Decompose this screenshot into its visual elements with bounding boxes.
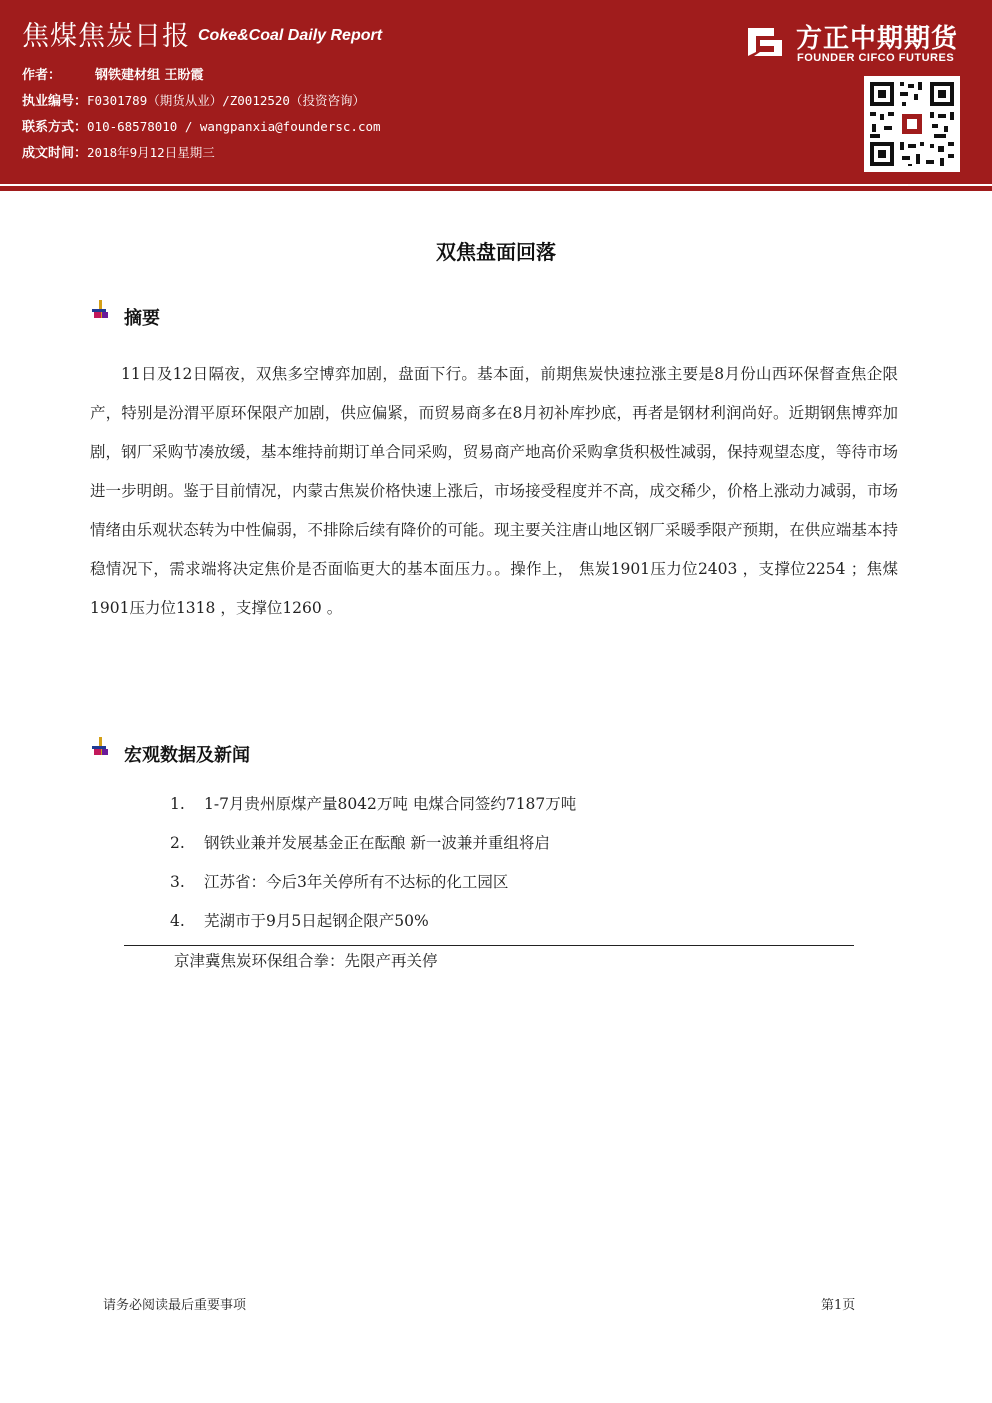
- logo-text-cn: 方正中期期货: [796, 24, 959, 54]
- footnote-text: 京津冀焦炭环保组合拳：先限产再关停: [174, 952, 438, 970]
- contact-value[interactable]: 010-68578010 / wangpanxia@foundersc.com: [87, 119, 381, 134]
- date-line: 成文时间：2018年9月12日星期三: [22, 145, 215, 161]
- document-title: 双焦盘面回落: [436, 240, 556, 264]
- summary-heading: 摘要: [124, 308, 160, 329]
- author-value: 钢铁建材组 王盼霞: [95, 68, 204, 83]
- macro-news-heading: 宏观数据及新闻: [124, 745, 250, 766]
- report-header: [0, 0, 992, 184]
- footnote-rule: [124, 945, 854, 946]
- license-line: 执业编号：F0301789（期货从业）/Z0012520（投资咨询）: [22, 93, 365, 109]
- section-bullet-icon: [90, 737, 112, 759]
- page-number: 第1页: [821, 1298, 856, 1313]
- section-bullet-icon: [90, 300, 112, 322]
- news-item[interactable]: 1. 1-7月贵州原煤产量8042万吨 电煤合同签约7187万吨: [170, 795, 577, 813]
- header-divider: [0, 186, 992, 191]
- date-value: 2018年9月12日星期三: [87, 145, 215, 160]
- author-line: 作者： 钢铁建材组 王盼霞: [22, 68, 204, 83]
- founder-logo-icon: [744, 22, 786, 60]
- report-title-en: Coke&Coal Daily Report: [198, 27, 383, 44]
- report-title: 焦煤焦炭日报: [22, 21, 190, 52]
- license-value: F0301789（期货从业）/Z0012520（投资咨询）: [87, 93, 365, 108]
- contact-line: 联系方式：010-68578010 / wangpanxia@foundersc.com: [22, 119, 381, 135]
- footer-notice: 请务必阅读最后重要事项: [103, 1298, 247, 1313]
- news-item[interactable]: 2. 钢铁业兼并发展基金正在酝酿 新一波兼并重组将启: [170, 834, 550, 852]
- news-item[interactable]: 3. 江苏省：今后3年关停所有不达标的化工园区: [170, 873, 509, 891]
- summary-paragraph: 11日及12日隔夜，双焦多空博弈加剧，盘面下行。基本面，前期焦炭快速拉涨主要是8月份山西环保督查焦企限产，特别是汾渭平原环保限产加剧，供应偏紧，而贸易商多在8月初补库抄底，再者是钢材利润尚好。近期钢焦博弈加剧，钢厂采购节凑放缓，基本维持前期订单合同采购，贸易商产地高价采购拿货积极性减弱，保持观望态度，等待市场进一步明朗。鉴于目前情况，内蒙古焦炭价格快速上涨后，市场接受程度并不高，成交稀少，价格上涨动力减弱，市场情绪由乐观状态转为中性偏弱，不排除后续有降价的可能。现主要关注唐山地区钢厂采暖季限产预期，在供应端基本持稳情况下，需求端将决定焦价是否面临更大的基本面压力。。操作上， 焦炭1901压力位2403 ，支撑位2254 ；焦煤1901压力位1318 ，支撑位1260 。: [90, 365, 898, 617]
- news-item[interactable]: 4. 芜湖市于9月5日起钢企限产50%: [170, 912, 429, 930]
- logo-text-en: FOUNDER CIFCO FUTURES: [797, 52, 955, 64]
- qr-code-icon: [864, 76, 960, 172]
